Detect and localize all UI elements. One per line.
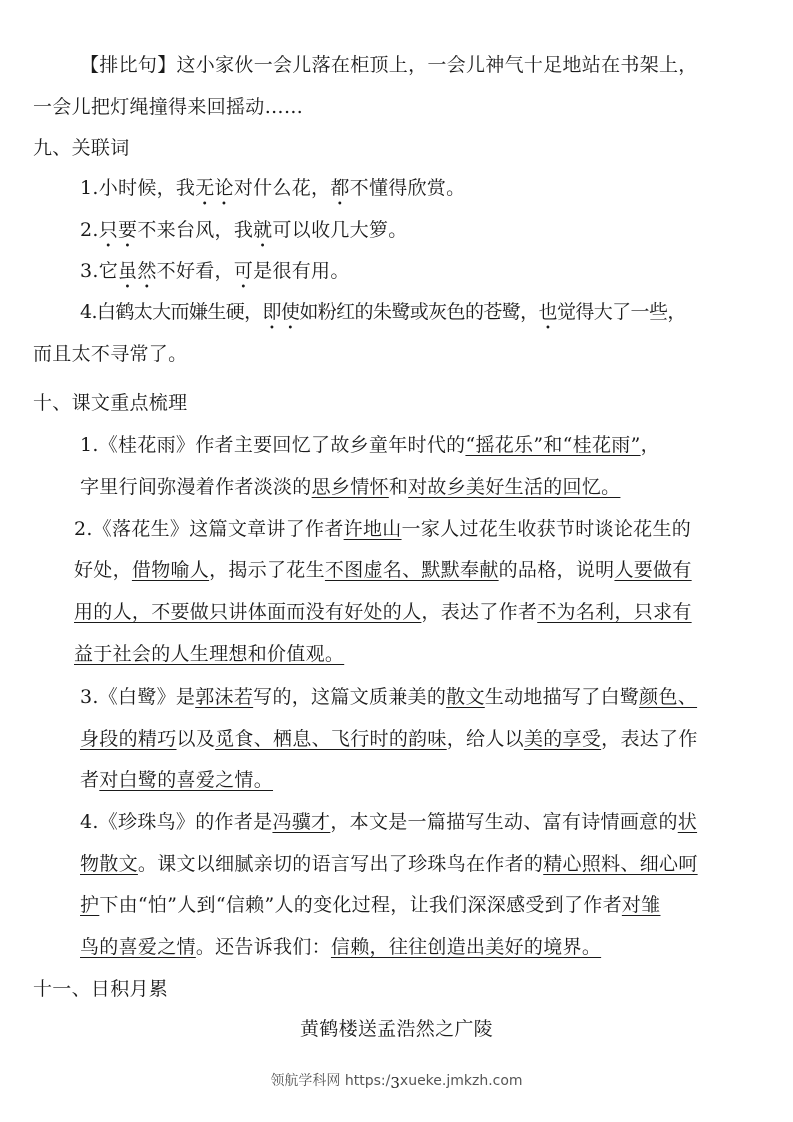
text: 好处， [74, 559, 132, 581]
underlined-answer: 鸟的喜爱之情 [80, 936, 196, 958]
underlined-answer: 对故乡美好生活的回忆。 [408, 476, 621, 498]
underlined-answer: 不图虚名、默默奉献 [324, 559, 499, 581]
conjunction-item-3 [80, 259, 350, 293]
underlined-answer: 散文 [446, 686, 485, 708]
text: ，揭示了花生 [209, 559, 325, 581]
underlined-answer: 用的人，不要做只讲体面而没有好处的人 [74, 601, 422, 623]
underlined-answer: 颜色、 [639, 686, 698, 708]
key-point-2-line3 [74, 600, 692, 624]
text: 2. [80, 219, 99, 241]
underlined-answer: 美的享受 [523, 728, 602, 750]
underlined-answer: 借物喻人 [131, 559, 210, 581]
key-point-4-line1 [80, 810, 697, 834]
section-heading-conjunctions: 九、关联词 [33, 137, 130, 159]
key-point-1-line1 [80, 433, 660, 457]
text: ， [640, 434, 660, 456]
underlined-answer: “摇花乐”和“桂花雨” [465, 434, 641, 456]
underlined-answer: 状 [677, 811, 698, 833]
key-point-1-line2 [80, 475, 620, 499]
text: 对什么花， [233, 177, 331, 199]
text: 4.《珍珠鸟》的作者是 [80, 811, 273, 833]
underlined-answer: 信赖，往往创造出美好的境界。 [330, 936, 602, 958]
text: 是很有用。 [253, 260, 350, 282]
underlined-answer: 物散文 [80, 853, 138, 875]
section-heading-accumulation: 十一、日积月累 [33, 978, 169, 1000]
key-point-2-line4 [74, 642, 344, 666]
conjunction-item-4-cont: 而且太不寻常了。 [33, 343, 188, 365]
emphasized-word: 无论 [195, 177, 234, 199]
underlined-answer: 对白鹭的喜爱之情。 [99, 769, 274, 791]
page-footer [0, 1070, 793, 1090]
emphasized-word: 只要 [98, 219, 138, 241]
text: 不来台风，我 [137, 219, 254, 241]
emphasized-word: 就 [253, 219, 273, 241]
text: 一会儿把灯绳撞得来回摇动…… [33, 96, 304, 118]
watermark-text: 领航学科网 https:/ [270, 1073, 391, 1089]
text: 觉得大了一些， [556, 301, 686, 323]
key-point-4-line2 [80, 852, 698, 876]
key-point-3-line3 [80, 768, 273, 792]
underlined-answer: 郭沫若 [195, 686, 254, 708]
text: 不好看， [156, 260, 234, 282]
underlined-answer: 思乡情怀 [311, 476, 389, 498]
key-point-3-line1 [80, 685, 697, 709]
page-number: 3 [390, 1074, 400, 1092]
text: 1.《桂花雨》作者主要回忆了故乡童年时代的 [80, 434, 466, 456]
text: 。还告诉我们： [195, 936, 331, 958]
text: 4.白鹤太大而嫌生硬， [80, 301, 263, 323]
underlined-answer: 觅食、栖息、飞行时的韵味 [215, 728, 447, 750]
text: 不懂得欣赏。 [349, 177, 466, 199]
text: 和 [388, 476, 409, 498]
text: 写的，这篇文质兼美的 [253, 686, 447, 708]
text: 一家人过花生收获节时谈论花生的 [401, 518, 692, 540]
underlined-answer: 身段的精巧 [80, 728, 177, 750]
underlined-answer: 许地山 [343, 518, 402, 540]
parallelism-sentence-line1 [80, 53, 698, 77]
underlined-answer: 对雏 [621, 894, 661, 916]
emphasized-word: 都 [330, 177, 350, 199]
text: 。课文以细腻亲切的语言写出了珍珠鸟在作者的 [137, 853, 544, 875]
key-point-2-line1 [74, 517, 691, 541]
conjunction-item-1 [80, 176, 465, 210]
text: 者 [80, 769, 100, 791]
watermark-url: xueke.jmkzh.com [399, 1073, 523, 1089]
section-heading-key-points: 十、课文重点梳理 [33, 392, 188, 414]
emphasized-word: 即使 [262, 301, 300, 323]
text: 3.《白鹭》是 [80, 686, 196, 708]
text: 如粉红的朱鹭或灰色的苍鹭， [299, 301, 539, 323]
key-point-3-line2 [80, 727, 698, 751]
text: 以及 [176, 728, 216, 750]
underlined-answer: 冯骥才 [272, 811, 331, 833]
text: 【排比句】这小家伙一会儿落在柜顶上，一会儿神气十足地站在书架上， [80, 54, 698, 76]
text: ，本文是一篇描写生动、富有诗情画意的 [330, 811, 678, 833]
underlined-answer: 精心照料、细心呵 [543, 853, 698, 875]
text: 生动地描写了白鹭 [484, 686, 640, 708]
emphasized-word: 也 [538, 301, 557, 323]
underlined-answer: 护 [80, 894, 100, 916]
key-point-2-line2 [74, 558, 692, 582]
key-point-4-line4 [80, 935, 601, 959]
conjunction-item-2 [80, 218, 408, 252]
text: 1.小时候，我 [80, 177, 196, 199]
conjunction-item-4 [80, 300, 686, 334]
text: 2.《落花生》这篇文章讲了作者 [74, 518, 344, 540]
text: 3.它 [80, 260, 119, 282]
underlined-answer: 人要做有 [614, 559, 692, 581]
parallelism-sentence-line2 [33, 95, 303, 119]
underlined-answer: 益于社会的人生理想和价值观。 [74, 643, 345, 665]
text: 下由“怕”人到“信赖”人的变化过程，让我们深深感受到了作者 [99, 894, 622, 916]
text: 字里行间弥漫着作者淡淡的 [80, 476, 312, 498]
text: ，给人以 [446, 728, 524, 750]
emphasized-word: 可 [233, 260, 254, 282]
text: 的品格，说明 [498, 559, 615, 581]
key-point-4-line3 [80, 893, 660, 917]
poem-title: 黄鹤楼送孟浩然之广陵 [299, 1018, 493, 1040]
emphasized-word: 虽然 [118, 260, 157, 282]
underlined-answer: 不为名利，只求有 [537, 601, 692, 623]
text: 可以收几大箩。 [272, 219, 408, 241]
text: ，表达了作者 [421, 601, 538, 623]
text: ，表达了作 [601, 728, 698, 750]
